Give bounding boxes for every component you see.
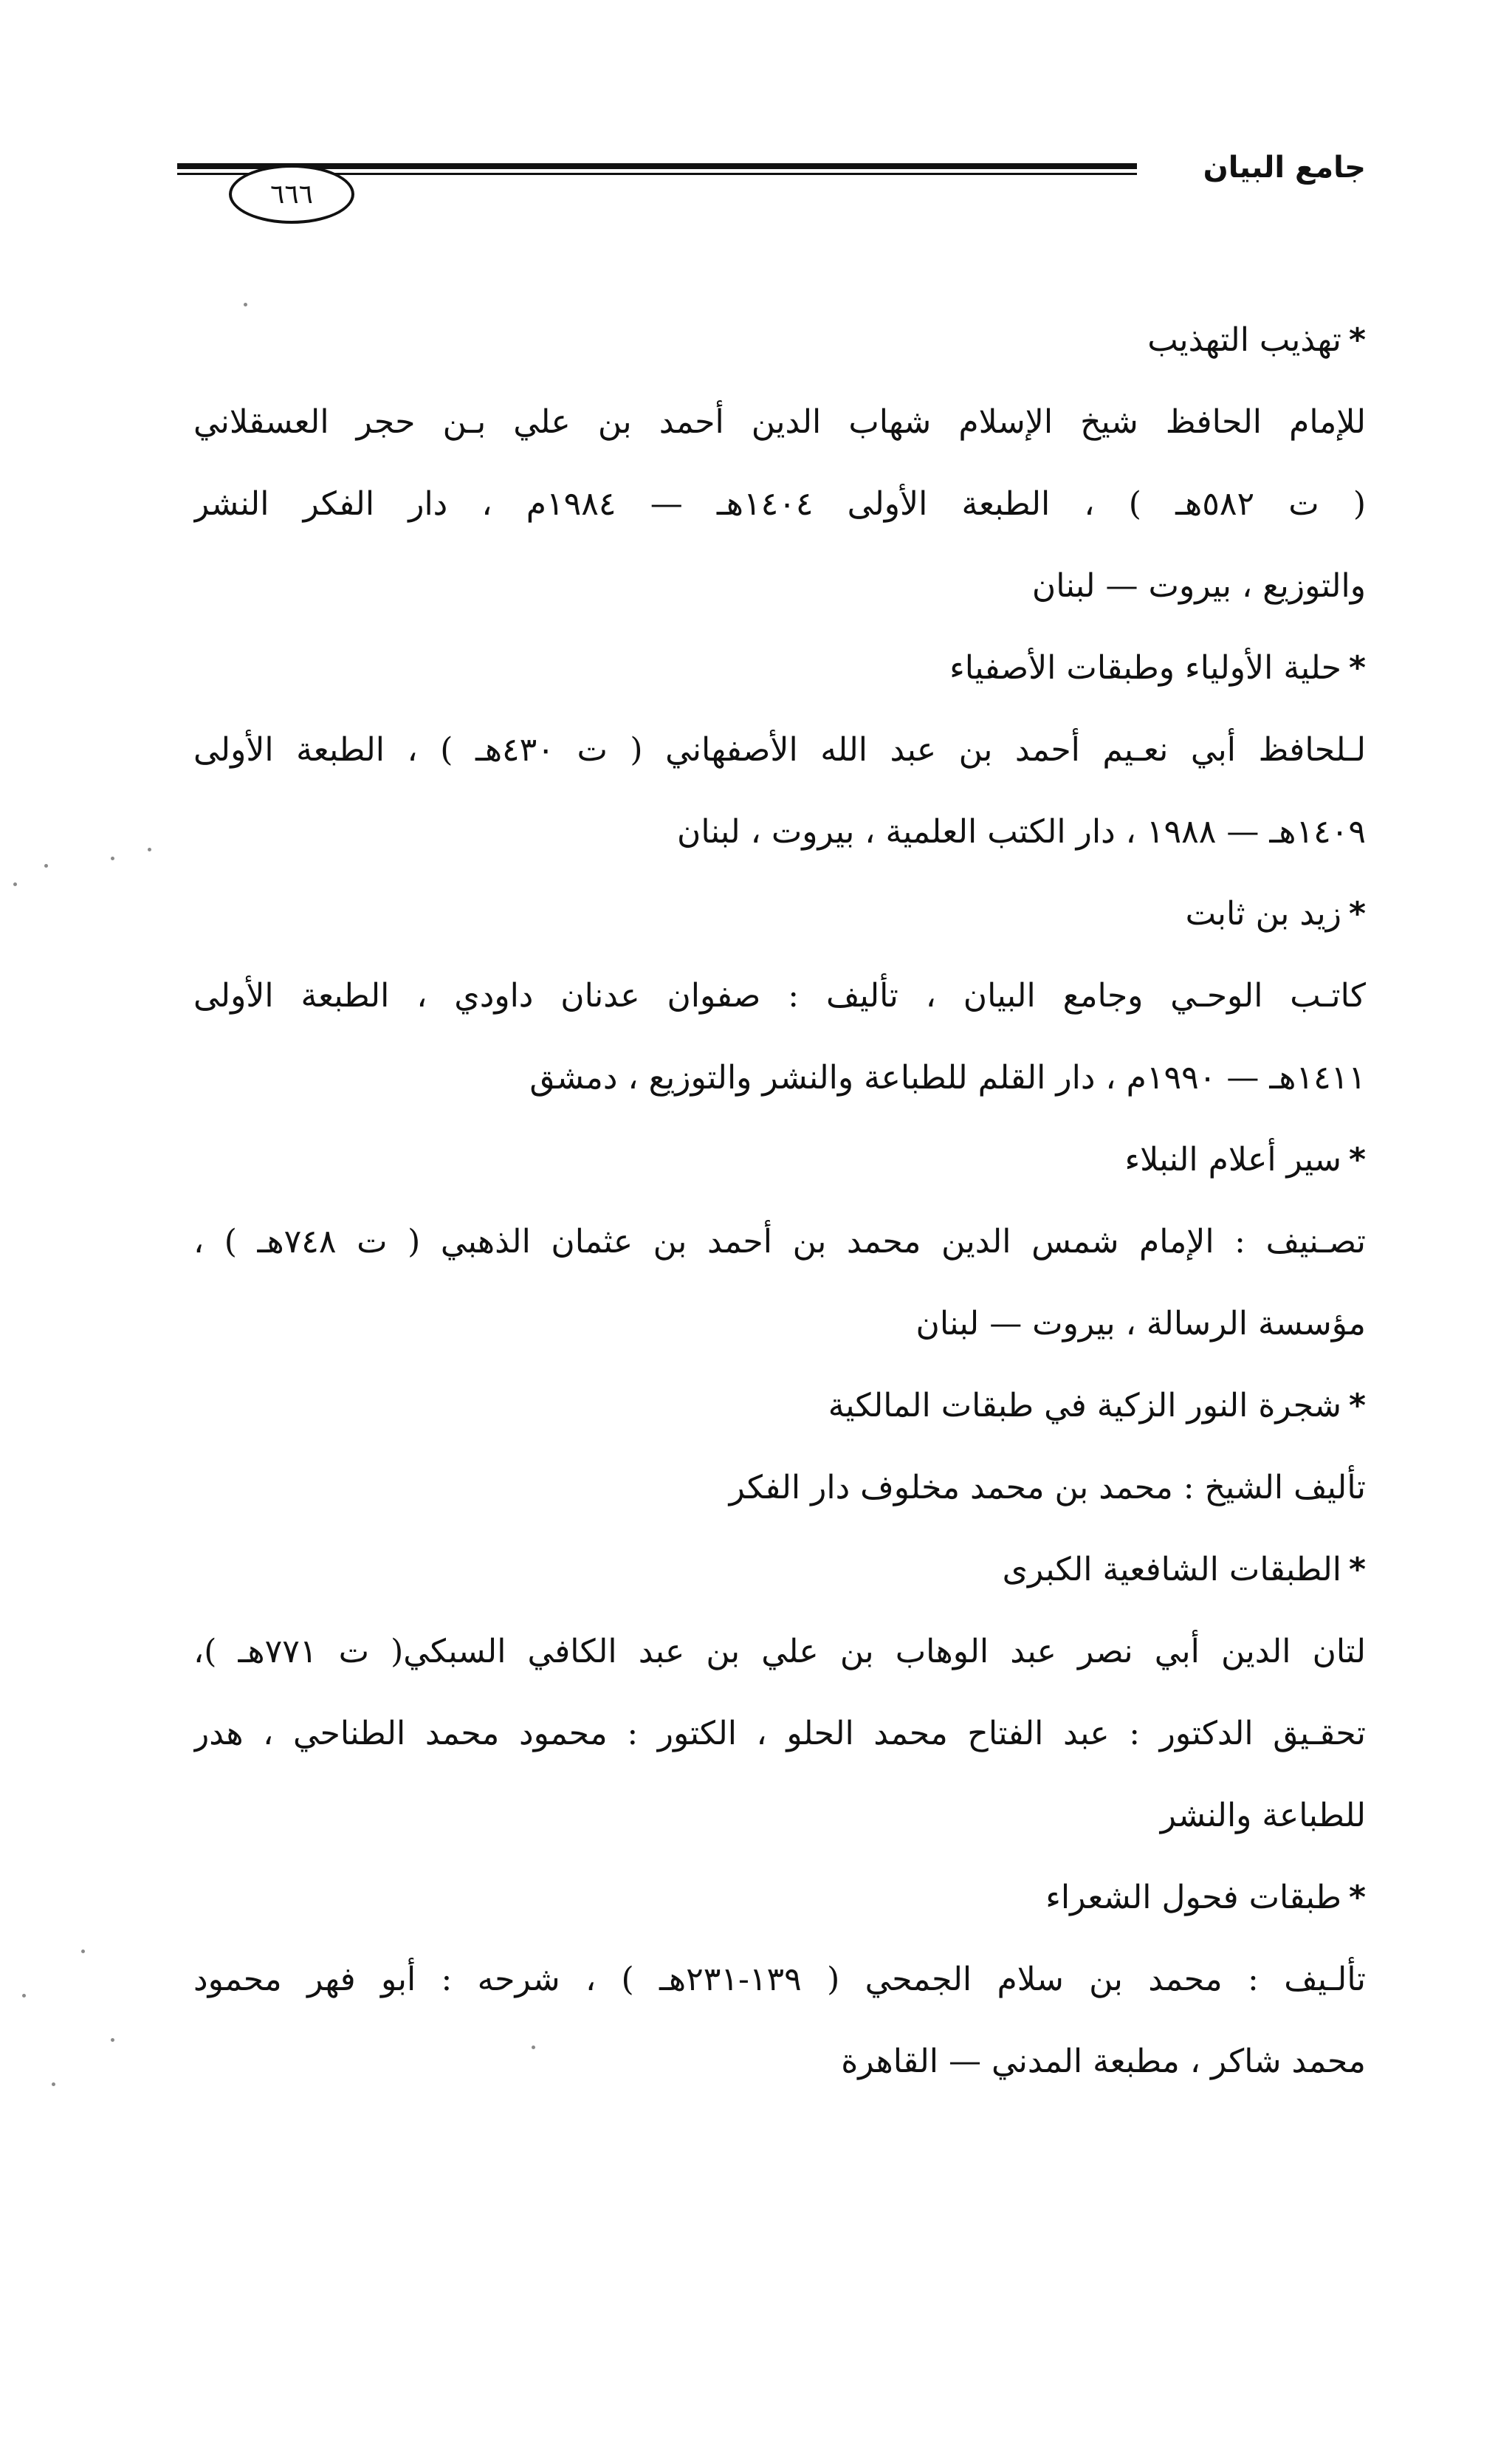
scan-speck (244, 303, 247, 306)
entry-line: ١٤١١هـ — ١٩٩٠م ، دار القلم للطباعة والنشر والتوزيع ، دمشق (529, 1059, 1366, 1097)
running-book-title: جامع البيان (1203, 151, 1366, 185)
scan-speck (111, 2038, 114, 2042)
entry-line: محمد شاكر ، مطبعة المدني — القاهرة (841, 2043, 1366, 2080)
header-rule (177, 159, 1137, 210)
scan-speck (22, 1994, 26, 1998)
scan-speck (52, 2082, 55, 2086)
entry-title: *حلية الأولياء وطبقات الأصفياء (949, 649, 1366, 687)
entry-line: لتان الدين أبي نصر عبد الوهاب بن علي بن عبد الكافي السبكي( ت ٧٧١هـ )، (193, 1633, 1366, 1670)
entry-line: كاتـب الوحـي وجامع البيان ، تأليف : صفوان عدنان داودي ، الطبعة الأولى (193, 977, 1366, 1015)
entry-line: للطباعة والنشر (1160, 1797, 1366, 1834)
entry-title: *سير أعلام النبلاء (1124, 1141, 1366, 1179)
scan-speck (44, 864, 48, 868)
bullet-star-icon: * (1348, 321, 1366, 359)
scan-speck (148, 848, 151, 851)
entry-line: ١٤٠٩هـ — ١٩٨٨ ، دار الكتب العلمية ، بيروت ، لبنان (677, 813, 1366, 851)
entry-title: *تهذيب التهذيب (1147, 321, 1366, 359)
bullet-star-icon: * (1348, 1387, 1366, 1424)
entry-line: ( ت ٥٨٢هـ ) ، الطبعة الأولى ١٤٠٤هـ — ١٩٨٤م ، دار الفكر النشر (193, 485, 1366, 523)
entry-title: *شجرة النور الزكية في طبقات المالكية (828, 1387, 1366, 1424)
scan-speck (532, 2046, 535, 2049)
entry-line: تصـنيف : الإمام شمس الدين محمد بن أحمد بن عثمان الذهبي ( ت ٧٤٨هـ ) ، (193, 1223, 1366, 1261)
entry-line: مؤسسة الرسالة ، بيروت — لبنان (915, 1305, 1366, 1343)
entry-line: تأليف الشيخ : محمد بن محمد مخلوف دار الفكر (729, 1469, 1366, 1506)
bullet-star-icon: * (1348, 1879, 1366, 1916)
bullet-star-icon: * (1348, 1551, 1366, 1588)
bibliography-list (193, 299, 1366, 2102)
page-header (170, 129, 1366, 210)
entry-title: *الطبقات الشافعية الكبرى (1002, 1551, 1366, 1588)
entry-line: لـلحافظ أبي نعـيم أحمد بن عبد الله الأصفهاني ( ت ٤٣٠هـ ) ، الطبعة الأولى (193, 731, 1366, 769)
bullet-star-icon: * (1348, 649, 1366, 687)
entry-line: والتوزيع ، بيروت — لبنان (1031, 567, 1366, 605)
entry-title: *زيد بن ثابت (1185, 895, 1366, 933)
bullet-star-icon: * (1348, 1141, 1366, 1179)
scan-speck (13, 882, 17, 886)
scan-speck (81, 1950, 85, 1953)
entry-line: تألـيف : محمد بن سلام الجمحي ( ١٣٩-٢٣١هـ ) ، شرحه : أبو فهر محمود (193, 1961, 1366, 1998)
entry-line: للإمام الحافظ شيخ الإسلام شهاب الدين أحمد بن علي بـن حجر العسقلاني (193, 403, 1366, 441)
scan-speck (111, 857, 114, 860)
bullet-star-icon: * (1348, 895, 1366, 933)
entry-title: *طبقات فحول الشعراء (1045, 1879, 1366, 1916)
entry-line: تحقـيق الدكتور : عبد الفتاح محمد الحلو ، الكتور : محمود محمد الطناحي ، هدر (193, 1715, 1366, 1752)
page-number: ٦٦٦ (229, 165, 354, 224)
